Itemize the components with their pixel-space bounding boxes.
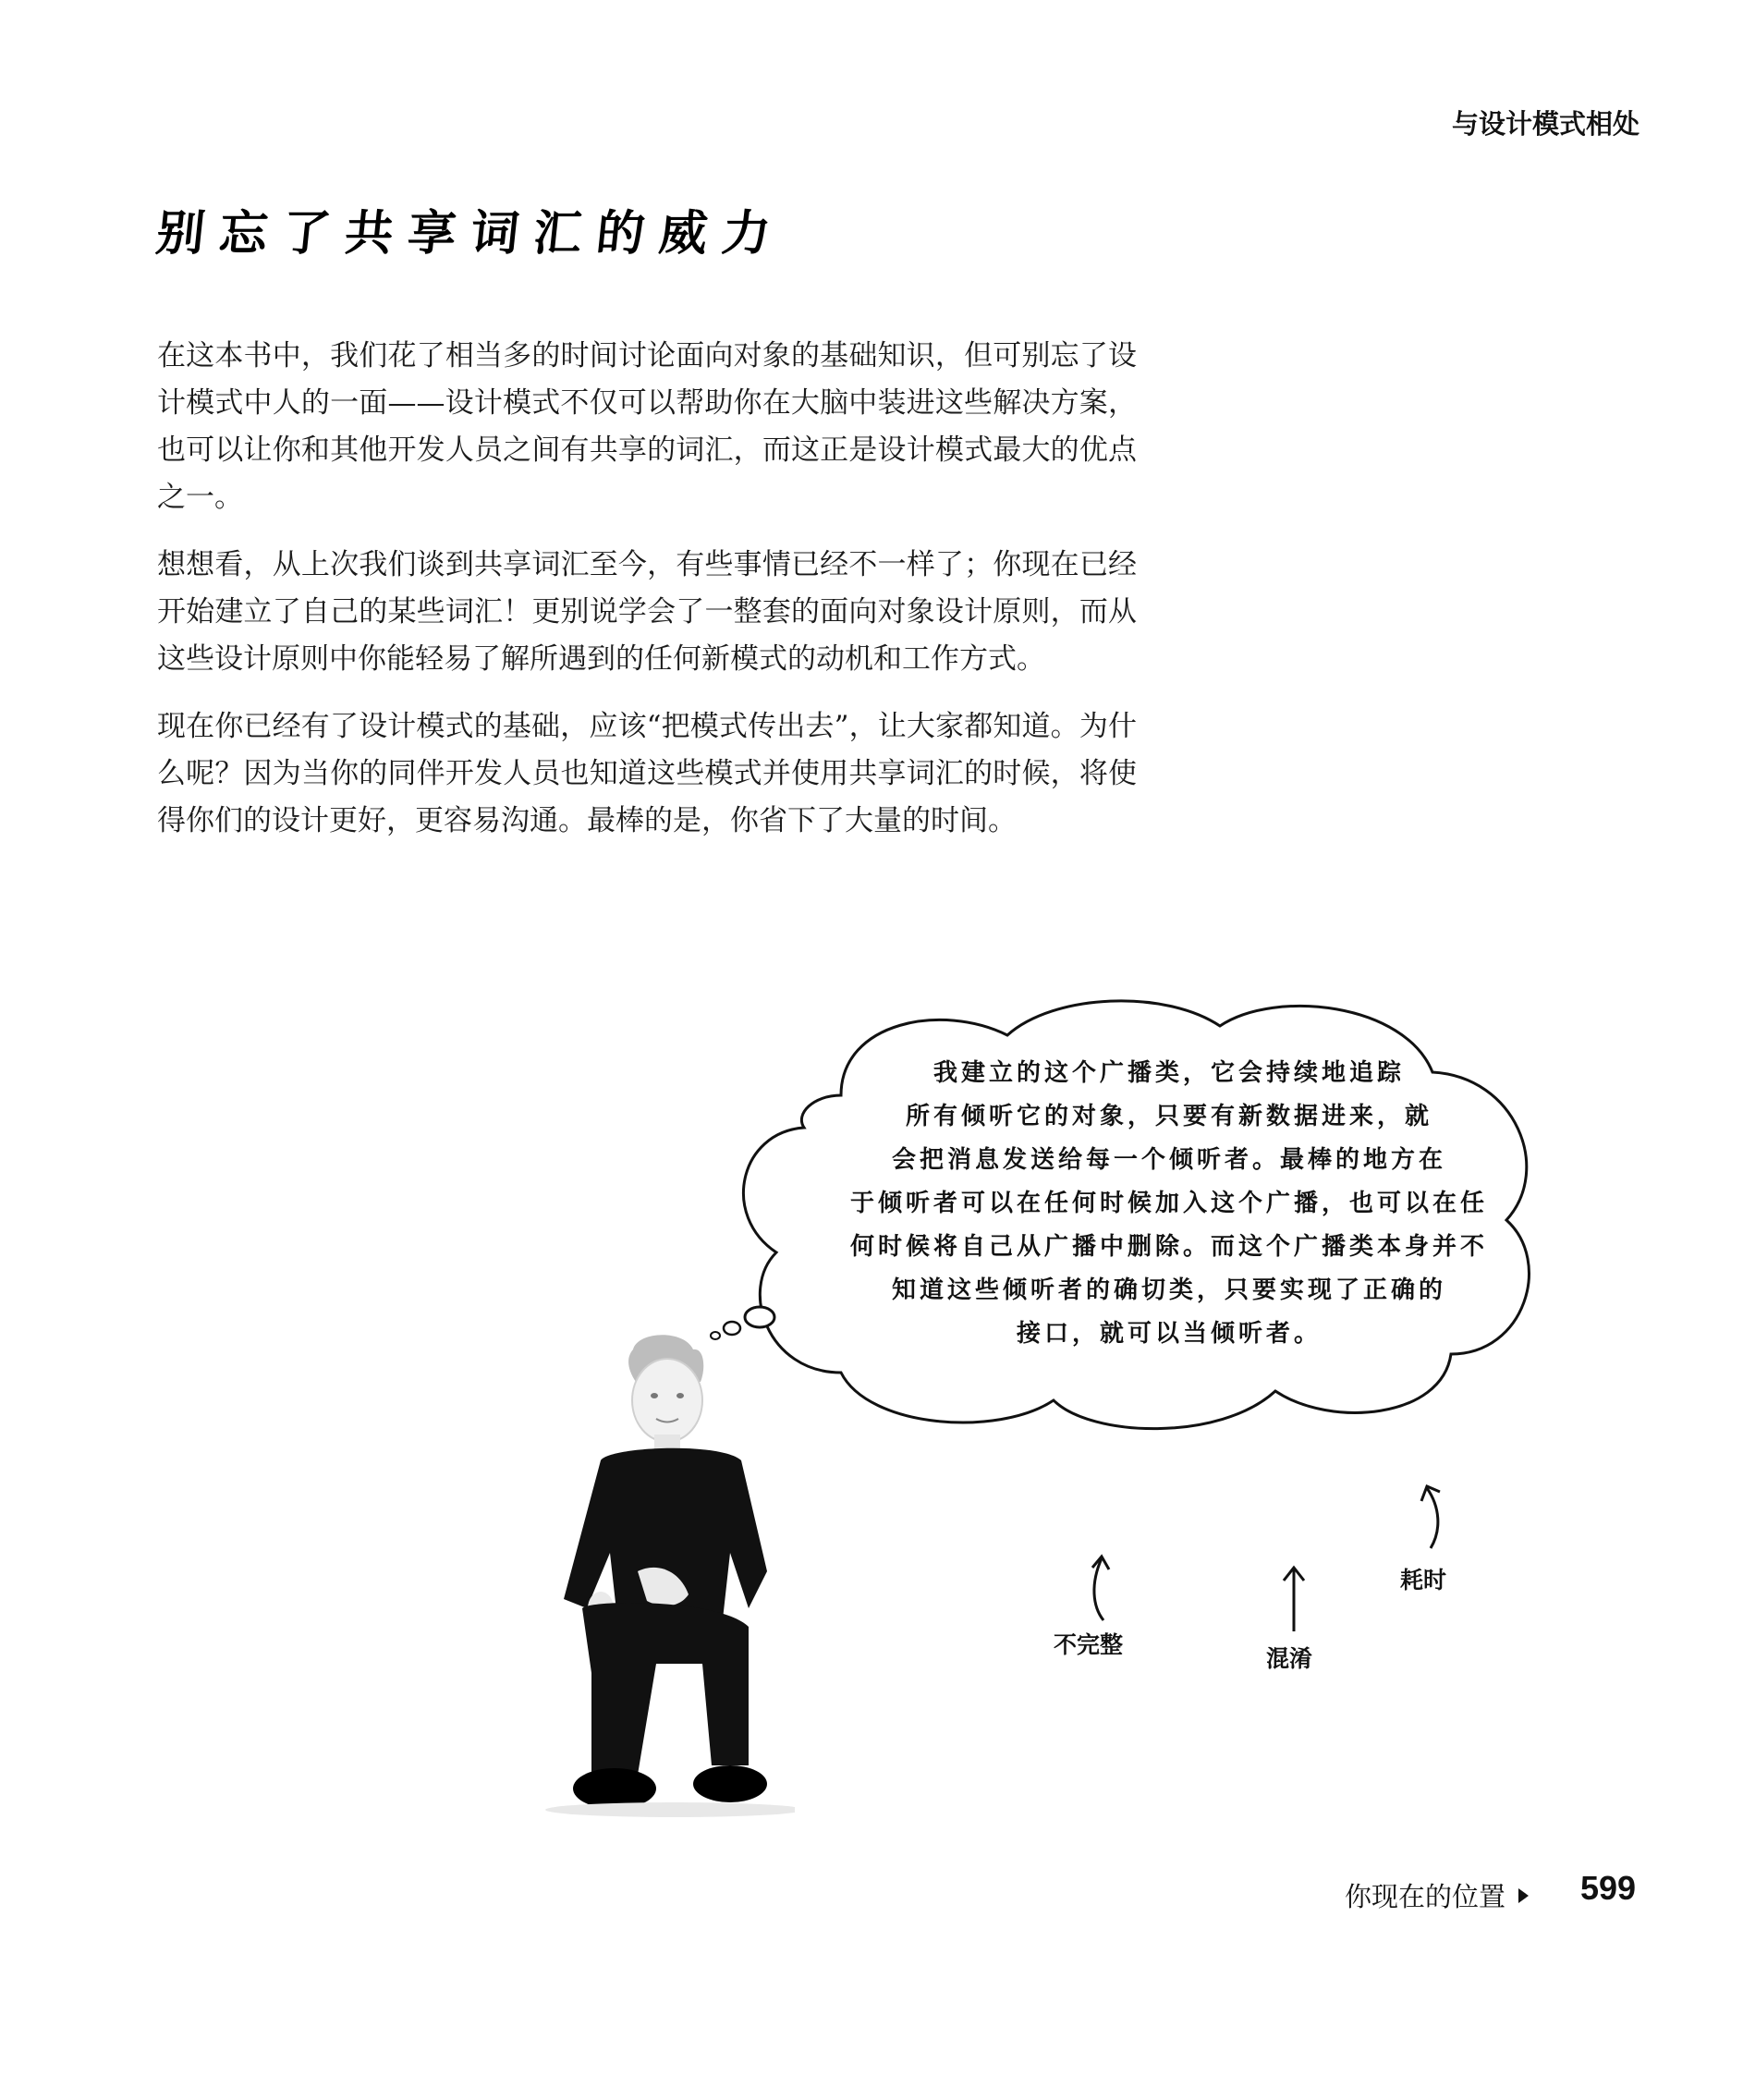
body-text [157, 333, 1137, 865]
arrow-up-icon [1414, 1479, 1451, 1553]
thought-line: 会把消息发送给每一个倾听者。最棒的地方在 [891, 1146, 1446, 1174]
triangle-right-icon [1518, 1888, 1529, 1903]
section-header: 与设计模式相处 [1451, 108, 1639, 140]
footer-nav [1345, 1876, 1529, 1914]
arrow-up-icon [1275, 1562, 1312, 1636]
paragraph-2: 想想看，从上次我们谈到共享词汇至今，有些事情已经不一样了；你现在已经开始建立了自己的某些词汇！更别说学会了一整套的面向对象设计原则，而从这些设计原则中你能轻易了解所遇到的任何新模式的动机和工作方式。 [157, 548, 1137, 676]
arrow-up-icon [1081, 1551, 1118, 1625]
paragraph-1: 在这本书中，我们花了相当多的时间讨论面向对象的基础知识，但可别忘了设计模式中人的一面——设计模式不仅可以帮助你在大脑中装进这些解决方案，也可以让你和其他开发人员之间有共享的词汇，而这正是设计模式最大的优点之一。 [157, 339, 1137, 514]
person-illustration-icon [499, 1331, 795, 1830]
thought-line: 知道这些倾听者的确切类，只要实现了正确的 [891, 1276, 1446, 1304]
thought-bubble-text [795, 1052, 1543, 1356]
label-incomplete: 不完整 [1054, 1631, 1124, 1658]
label-confusing: 混淆 [1266, 1645, 1313, 1672]
thought-line: 所有倾听它的对象，只要有新数据进来，就 [905, 1103, 1432, 1130]
thought-line: 于倾听者可以在任何时候加入这个广播，也可以在任 [849, 1190, 1488, 1217]
footer-nav-label: 你现在的位置 [1345, 1881, 1506, 1912]
thought-line: 我建立的这个广播类，它会持续地追踪 [932, 1059, 1405, 1087]
page-title: 别忘了共享词汇的威力 [153, 206, 788, 262]
page-number: 599 [1580, 1869, 1637, 1907]
thought-line: 何时候将自己从广播中删除。而这个广播类本身并不 [849, 1233, 1488, 1261]
paragraph-3: 现在你已经有了设计模式的基础，应该“把模式传出去”，让大家都知道。为什么呢？因为当你的同伴开发人员也知道这些模式并使用共享词汇的时候，将使得你们的设计更好，更容易沟通。最棒的是，你省下了大量的时间。 [157, 710, 1137, 837]
thought-line: 接口，就可以当倾听者。 [1016, 1320, 1322, 1348]
label-time-consuming: 耗时 [1400, 1567, 1447, 1593]
